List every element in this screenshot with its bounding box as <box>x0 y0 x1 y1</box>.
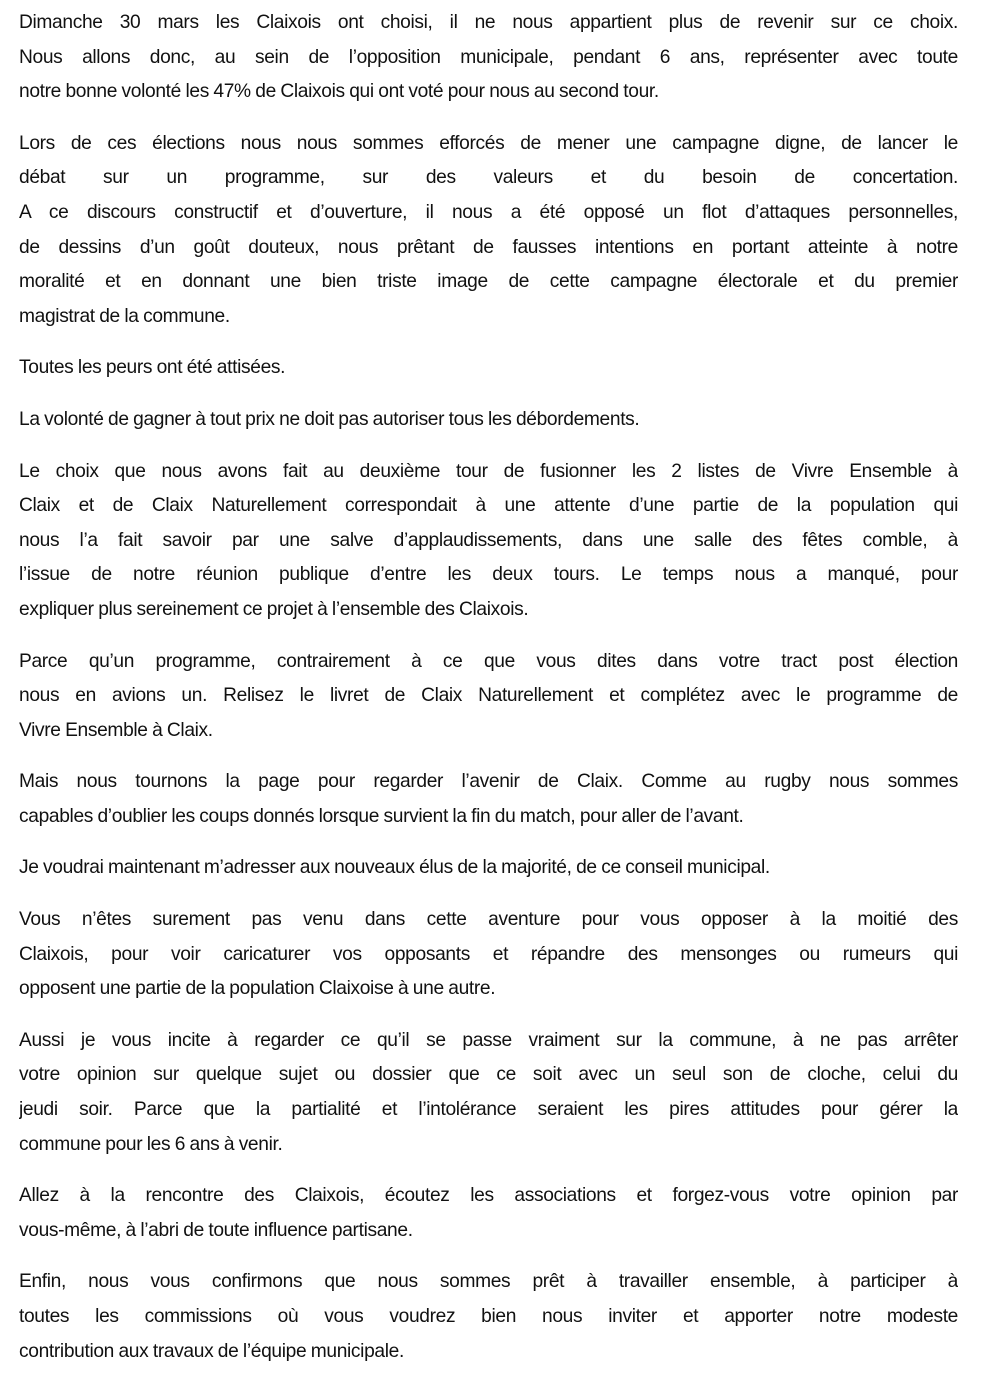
text-line: notre bonne volonté les 47% de Claixois qui ont voté pour nous au second tour. <box>19 81 659 103</box>
text-line: commune pour les 6 ans à venir. <box>19 1133 283 1155</box>
paragraph-address-majority <box>19 851 958 886</box>
paragraph-closing <box>19 1265 958 1369</box>
text-line: Nous allons donc, au sein de l’opposition municipale, pendant 6 ans, représenter avec toute <box>19 46 958 68</box>
text-line: débat sur un programme, sur des valeurs et du besoin de concertation. <box>19 167 958 189</box>
text-line: vous-même, à l’abri de toute influence partisane. <box>19 1219 413 1241</box>
document-body <box>19 6 958 1386</box>
text-line: A ce discours constructif et d’ouverture, il nous a été opposé un flot d’attaques personnelles, <box>19 201 958 223</box>
text-line: Aussi je vous incite à regarder ce qu’il se passe vraiment sur la commune, à ne pas arrêter <box>19 1029 958 1051</box>
text-line: nous l’a fait savoir par une salve d’applaudissements, dans une salle des fêtes comble, à <box>19 529 958 551</box>
paragraph-meet-claixois <box>19 1179 958 1248</box>
paragraph-election-result <box>19 6 958 110</box>
text-line: Parce qu’un programme, contrairement à ce que vous dites dans votre tract post élection <box>19 650 958 672</box>
text-line: opposent une partie de la population Claixoise à une autre. <box>19 978 496 1000</box>
text-line: Je voudrai maintenant m’adresser aux nouveaux élus de la majorité, de ce conseil municipal. <box>19 857 770 879</box>
paragraph-will-to-win <box>19 403 958 438</box>
text-line: l’issue de notre réunion publique d’entre les deux tours. Le temps nous a manqué, pour <box>19 564 958 586</box>
paragraph-program <box>19 645 958 749</box>
paragraph-merger-choice <box>19 455 958 628</box>
text-line: Claixois, pour voir caricaturer vos opposants et répandre des mensonges ou rumeurs qui <box>19 943 958 965</box>
text-line: magistrat de la commune. <box>19 305 230 327</box>
paragraph-not-to-oppose <box>19 903 958 1007</box>
text-line: La volonté de gagner à tout prix ne doit pas autoriser tous les débordements. <box>19 408 640 430</box>
text-line: Lors de ces élections nous nous sommes efforcés de mener une campagne digne, de lancer le <box>19 132 958 154</box>
text-line: Allez à la rencontre des Claixois, écoutez les associations et forgez-vous votre opinion par <box>19 1185 958 1207</box>
text-line: nous en avions un. Relisez le livret de Claix Naturellement et complétez avec le programme de <box>19 685 958 707</box>
text-line: Le choix que nous avons fait au deuxième tour de fusionner les 2 listes de Vivre Ensemble à <box>19 460 958 482</box>
text-line: moralité et en donnant une bien triste image de cette campagne électorale et du premier <box>19 271 958 293</box>
text-line: toutes les commissions où vous voudrez bien nous inviter et apporter notre modeste <box>19 1306 958 1327</box>
paragraph-fears <box>19 351 958 386</box>
paragraph-campaign <box>19 127 958 335</box>
text-line: contribution aux travaux de l’équipe municipale. <box>19 1340 404 1362</box>
text-line: Enfin, nous vous confirmons que nous sommes prêt à travailler ensemble, à participer à <box>19 1271 958 1293</box>
text-line: de dessins d’un goût douteux, nous prêtant de fausses intentions en portant atteinte à notre <box>19 236 958 258</box>
text-line: Toutes les peurs ont été attisées. <box>19 357 286 379</box>
text-line: Vous n’êtes surement pas venu dans cette aventure pour vous opposer à la moitié des <box>19 909 958 931</box>
text-line: Dimanche 30 mars les Claixois ont choisi, il ne nous appartient plus de revenir sur ce choix. <box>19 12 958 33</box>
paragraph-look-at-commune <box>19 1024 958 1162</box>
text-line: capables d’oublier les coups donnés lorsque survient la fin du match, pour aller de l’avant. <box>19 805 744 827</box>
text-line: expliquer plus sereinement ce projet à l’ensemble des Claixois. <box>19 598 529 620</box>
text-line: jeudi soir. Parce que la partialité et l’intolérance seraient les pires attitudes pour gérer la <box>19 1099 958 1121</box>
text-line: Mais nous tournons la page pour regarder l’avenir de Claix. Comme au rugby nous sommes <box>19 771 958 793</box>
text-line: Vivre Ensemble à Claix. <box>19 719 213 741</box>
paragraph-turn-page <box>19 765 958 834</box>
text-line: Claix et de Claix Naturellement correspondait à une attente d’une partie de la population qui <box>19 495 958 517</box>
text-line: votre opinion sur quelque sujet ou dossier que ce soit avec un seul son de cloche, celui du <box>19 1064 958 1086</box>
